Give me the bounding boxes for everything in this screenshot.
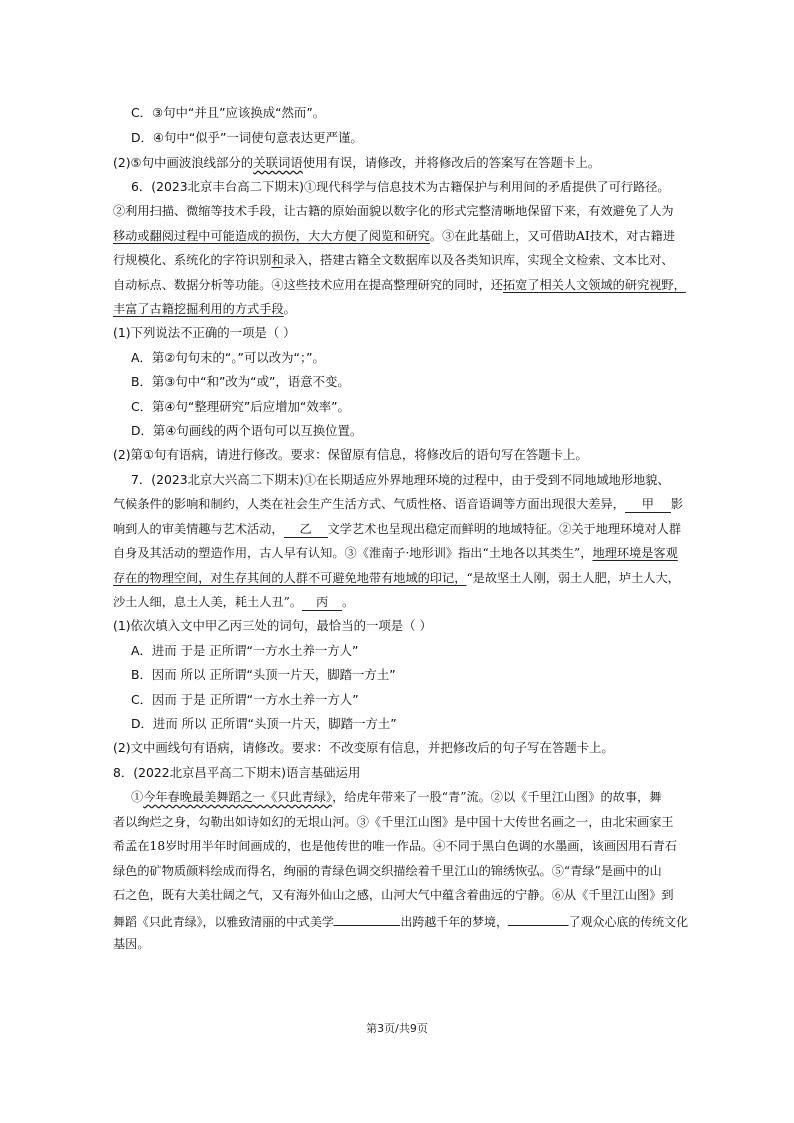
q7-option-c[interactable]: C．因而 于是 正所谓“一方水土养一方人” <box>131 692 359 707</box>
blank-q8-2[interactable] <box>508 910 569 926</box>
q8-line-5: 石之色，既有大美壮阔之气，又有海外仙山之感，山河大气中蕴含着曲远的宁静。⑥从《千里江山图》到 <box>113 888 674 902</box>
q7-line-5: 存在的物理空间，对生存其间的人群不可避免地带有地域的印记，“是故坚土人刚，弱土人肥，垆土人大， <box>113 571 680 585</box>
page-number-footer: 第3页/共9页 <box>366 1022 428 1035</box>
blank-yi[interactable]: 乙 <box>284 522 328 538</box>
q6-option-a[interactable]: A．第②句句末的“。”可以改为“；”。 <box>131 350 325 365</box>
q7-line-3: 响到人的审美情趣与艺术活动， 乙 文学艺术也呈现出稳定而鲜明的地域特征。②关于地理环境对人群 <box>113 522 682 536</box>
q7-line-4: 自身及其活动的塑造作用，古人早有认知。③《淮南子·地形训》指出“土地各以其类生”，地理环境是客观 <box>113 546 678 560</box>
blank-jia[interactable]: 甲 <box>625 497 671 513</box>
q7-line-6: 沙土人细，息土人美，耗土人丑”。 丙 。 <box>113 595 355 609</box>
q7-option-b[interactable]: B．因而 所以 正所谓“头顶一片天，脚踏一方土” <box>131 667 396 682</box>
q6-option-c[interactable]: C．第④句“整理研究”后应增加“效率”。 <box>131 399 350 414</box>
q8-line-7: 基因。 <box>113 937 150 951</box>
q6-subquestion-2: (2)第①句有语病，请进行修改。要求：保留原有信息，将修改后的语句写在答题卡上。 <box>113 447 588 462</box>
q5-subquestion-2: (2)⑤句中画波浪线部分的关联词语使用有误，请修改，并将修改后的答案写在答题卡上。 <box>113 155 601 170</box>
q8-line-6: 舞蹈《只此青绿》，以雅致清丽的中式美学 出跨越千年的梦境， 了观众心底的传统文化 <box>113 910 688 931</box>
q6-option-d[interactable]: D．第④句画线的两个语句可以互换位置。 <box>131 423 363 438</box>
q7-subquestion-1: (1)依次填入文中甲乙丙三处的词句，最恰当的一项是（ ） <box>113 618 432 633</box>
q8-header: 8．(2022北京昌平高二下期末)语言基础运用 <box>113 765 361 780</box>
q6-line-1: 6．(2023北京丰台高二下期末)①现代科学与信息技术为古籍保护与利用间的矛盾提供了可行路径。 <box>131 179 670 194</box>
blank-q8-1[interactable] <box>334 910 401 926</box>
q8-line-3: 希孟在18岁时用半年时间画成的，也是他传世的唯一作品。④不同于黑白色调的水墨画，该画因用石青石 <box>113 839 677 853</box>
q6-line-5: 自动标点、数据分析等功能。④这些技术应用在提高整理研究的同时，还拓宽了相关人文领域的研究视野， <box>113 278 686 292</box>
blank-bing[interactable]: 丙 <box>302 595 342 611</box>
q7-subquestion-2: (2)文中画线句有语病，请修改。要求：不改变原有信息，并把修改后的句子写在答题卡上。 <box>113 740 614 755</box>
q7-option-d[interactable]: D．进而 所以 正所谓“头顶一片天，脚踏一方土” <box>131 716 397 731</box>
q6-line-3: 移动或翻阅过程中可能造成的损伤，大大方便了阅览和研究。③在此基础上，又可借助AI技术，对古籍进 <box>113 229 676 243</box>
q6-subquestion-1: (1)下列说法不正确的一项是（ ） <box>113 325 296 340</box>
q7-line-2: 气候条件的影响和制约，人类在社会生产生活方式、气质性格、语音语调等方面出现很大差异， 甲 影 <box>113 497 684 511</box>
q6-option-b[interactable]: B．第③句中“和”改为“或”，语意不变。 <box>131 374 350 389</box>
q6-line-4: 行规模化、系统化的字符识别和录入，搭建古籍全文数据库以及各类知识库，实现全文检索、文本比对、 <box>113 253 674 267</box>
q6-intro: 6．(2023北京丰台高二下期末) <box>131 179 304 194</box>
q6-line-2: ②利用扫描、微缩等技术手段，让古籍的原始面貌以数字化的形式完整清晰地保留下来，有效避免了人为 <box>113 204 674 218</box>
q5-option-d[interactable]: D．④句中“似乎”一词使句意表达更严谨。 <box>131 130 363 145</box>
q5-option-c[interactable]: C．③句中“并且”应该换成“然而”。 <box>131 105 326 120</box>
q7-intro: 7．(2023北京大兴高二下期末) <box>131 472 304 487</box>
q7-line-1: 7．(2023北京大兴高二下期末)①在长期适应外界地理环境的过程中，由于受到不同地域地形地貌、 <box>131 472 670 487</box>
q8-line-1: ①今年春晚最美舞蹈之一《只此青绿》，给虎年带来了一股“青”流。②以《千里江山图》的故事，舞 <box>131 790 662 804</box>
q6-line-6: 丰富了古籍挖掘利用的方式手段。 <box>113 302 296 316</box>
q7-option-a[interactable]: A．进而 于是 正所谓“一方水土养一方人” <box>131 643 359 658</box>
q8-line-4: 绿色的矿物质颜料绘成而得名，绚丽的青绿色调交织描绘着千里江山的锦绣恢弘。⑤“青绿”是画中的山 <box>113 864 662 878</box>
q8-line-2: 者以绚烂之身，勾勒出如诗如幻的无垠山河。③《千里江山图》是中国十大传世名画之一，由北宋画家王 <box>113 815 674 829</box>
